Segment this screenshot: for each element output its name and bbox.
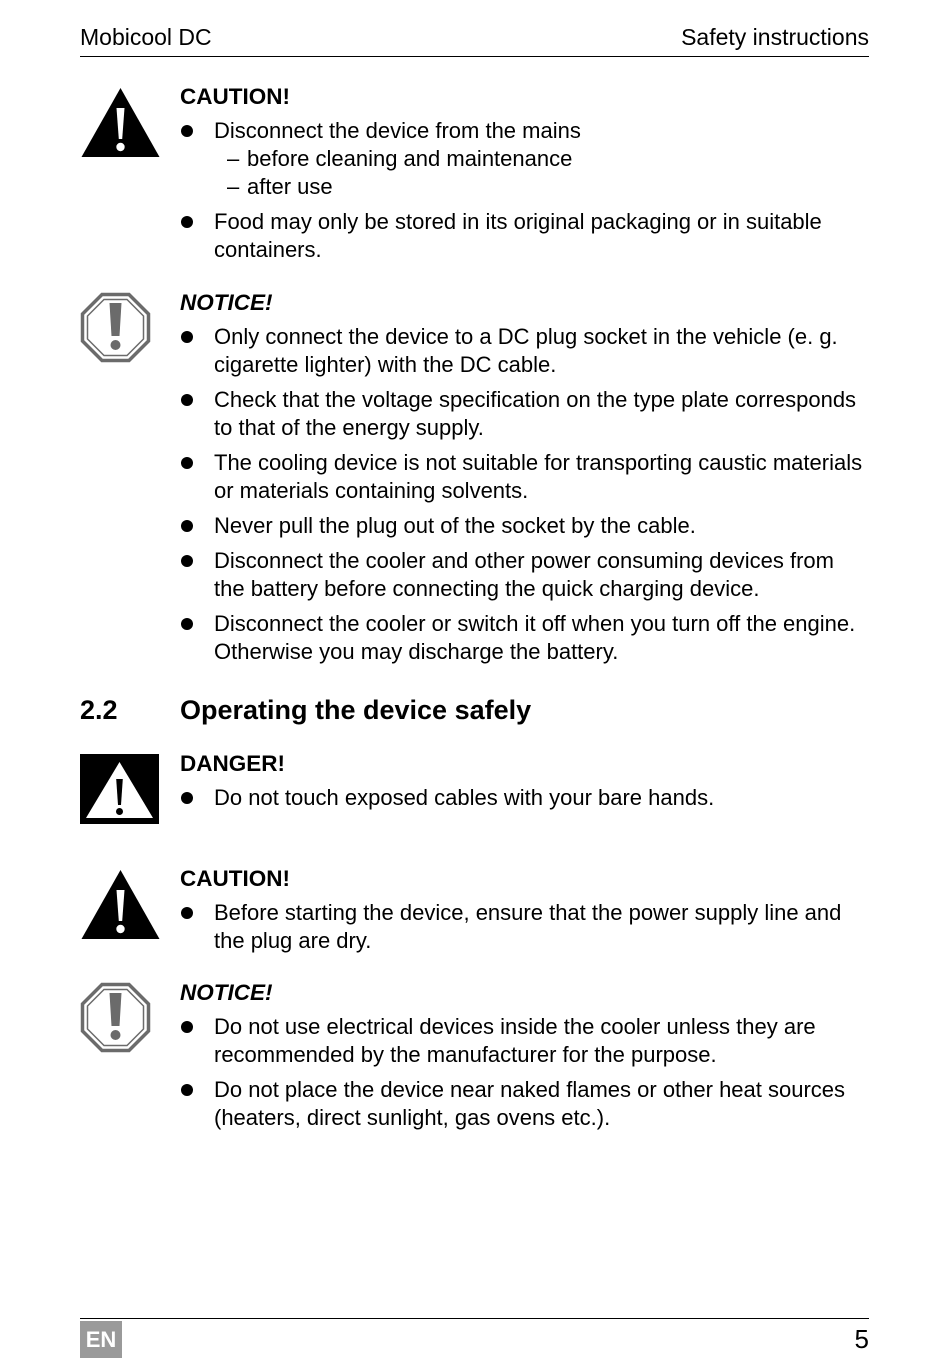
list-item: The cooling device is not suitable for transporting caustic materials or materials containing solvents. [180, 449, 870, 505]
danger-heading: DANGER! [180, 751, 285, 776]
header-product: Mobicool DC [80, 24, 212, 50]
list-item: Do not place the device near naked flames or other heat sources (heaters, direct sunlight, gas ovens etc.). [180, 1076, 870, 1132]
section-title: Operating the device safely [180, 695, 532, 725]
list-item: Never pull the plug out of the socket by the cable. [180, 512, 870, 540]
list-item: Do not touch exposed cables with your bare hands. [180, 784, 870, 812]
caution-block-2 [180, 864, 870, 955]
header-chapter: Safety instructions [681, 24, 869, 50]
language-tag: EN [80, 1321, 122, 1358]
list-item [180, 117, 870, 201]
list-item: Only connect the device to a DC plug socket in the vehicle (e. g. cigarette lighter) with the DC cable. [180, 323, 870, 379]
octagon-exclamation-icon [80, 292, 151, 363]
notice-list [180, 1013, 870, 1132]
octagon-exclamation-icon [80, 982, 151, 1053]
caution-heading: CAUTION! [180, 84, 290, 109]
danger-list [180, 784, 870, 812]
notice-heading: NOTICE! [180, 290, 273, 315]
list-item: Disconnect the cooler and other power consuming devices from the battery before connecting the quick charging device. [180, 547, 870, 603]
notice-block-1 [180, 288, 870, 666]
danger-block [180, 749, 870, 812]
warning-triangle-icon [80, 868, 161, 940]
list-item-text: Disconnect the device from the mains [214, 118, 581, 143]
danger-triangle-icon [80, 754, 159, 824]
list-item: Before starting the device, ensure that the power supply line and the plug are dry. [180, 899, 870, 955]
list-item: Do not use electrical devices inside the cooler unless they are recommended by the manufacturer for the purpose. [180, 1013, 870, 1069]
list-item: Check that the voltage specification on the type plate corresponds to that of the energy supply. [180, 386, 870, 442]
page-number: 5 [854, 1324, 869, 1354]
caution-heading: CAUTION! [180, 866, 290, 891]
list-item: Disconnect the cooler or switch it off when you turn off the engine. Otherwise you may discharge the battery. [180, 610, 870, 666]
notice-list [180, 323, 870, 666]
sub-list-item: – after use [214, 173, 870, 201]
caution-list [180, 117, 870, 264]
sub-list [214, 145, 870, 201]
section-number: 2.2 [80, 695, 118, 725]
footer-divider [80, 1318, 869, 1319]
sub-list-item: – before cleaning and maintenance [214, 145, 870, 173]
warning-triangle-icon [80, 86, 161, 158]
caution-block-1 [180, 82, 870, 264]
page-header [80, 22, 869, 57]
list-item: Food may only be stored in its original packaging or in suitable containers. [180, 208, 870, 264]
notice-block-2 [180, 978, 870, 1132]
caution-list [180, 899, 870, 955]
notice-heading: NOTICE! [180, 980, 273, 1005]
